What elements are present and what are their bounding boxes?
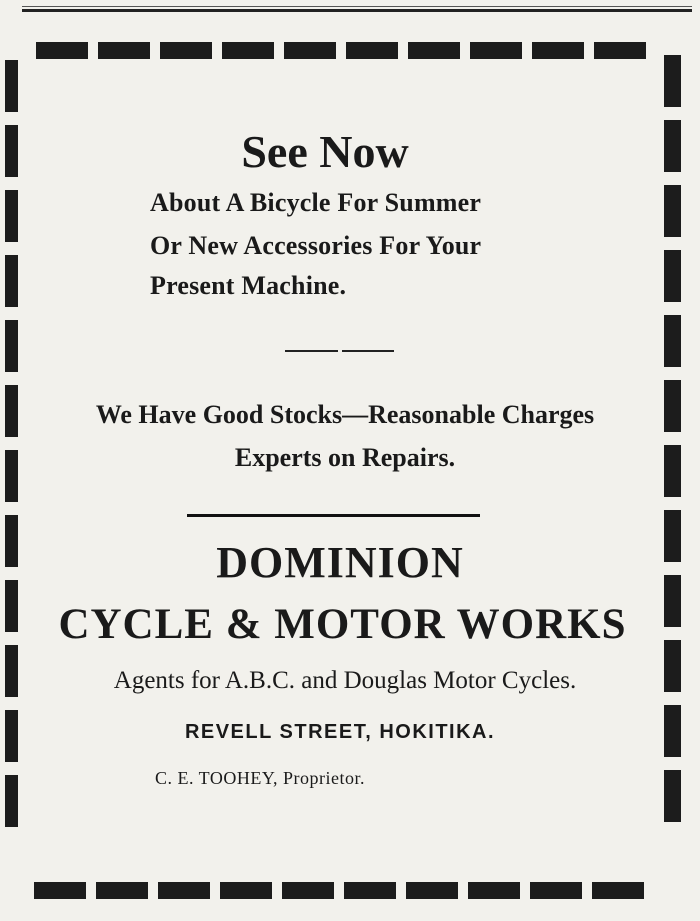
lead-line-2: Or New Accessories For Your [150,231,482,260]
border-block [5,125,18,177]
border-block [408,42,460,59]
border-block [5,775,18,827]
border-block [220,882,272,899]
address: REVELL STREET, HOKITIKA. [184,721,496,743]
border-block [5,320,18,372]
border-block [34,882,86,899]
border-block [282,882,334,899]
border-block [468,882,520,899]
bottom-border [34,882,644,899]
agents-line: Agents for A.B.C. and Douglas Motor Cycles. [113,667,577,694]
divider-right [342,350,394,352]
border-block [344,882,396,899]
top-thin-rule [22,6,692,7]
border-block [470,42,522,59]
border-block [664,185,681,237]
border-block [346,42,398,59]
border-block [530,882,582,899]
left-border [5,60,18,827]
border-block [5,60,18,112]
border-block [5,385,18,437]
border-block [406,882,458,899]
border-block [5,515,18,567]
border-block [36,42,88,59]
border-block [664,380,681,432]
border-block [5,255,18,307]
border-block [284,42,336,59]
border-block [592,882,644,899]
experts-line: Experts on Repairs. [234,443,456,472]
border-block [664,55,681,107]
border-block [5,645,18,697]
border-block [664,445,681,497]
right-border [664,55,681,822]
headline: See Now [241,126,409,177]
top-border [36,42,646,59]
border-block [664,315,681,367]
stocks-line: We Have Good Stocks—Reasonable Charges [95,400,595,429]
border-block [664,705,681,757]
divider-left [285,350,338,352]
proprietor: C. E. TOOHEY, Proprietor. [155,768,366,788]
border-block [664,250,681,302]
border-block [5,710,18,762]
border-block [160,42,212,59]
lead-line-1: About A Bicycle For Summer [150,188,482,217]
business-name-line-2: CYCLE & MOTOR WORKS [58,601,627,648]
border-block [5,190,18,242]
border-block [664,510,681,562]
section-divider [187,514,480,517]
border-block [222,42,274,59]
border-block [594,42,646,59]
border-block [664,770,681,822]
border-block [158,882,210,899]
border-block [5,450,18,502]
top-thick-rule [22,9,692,12]
lead-line-3: Present Machine. [150,271,347,300]
border-block [532,42,584,59]
border-block [96,882,148,899]
border-block [664,120,681,172]
business-name-line-1: DOMINION [216,538,464,587]
border-block [98,42,150,59]
